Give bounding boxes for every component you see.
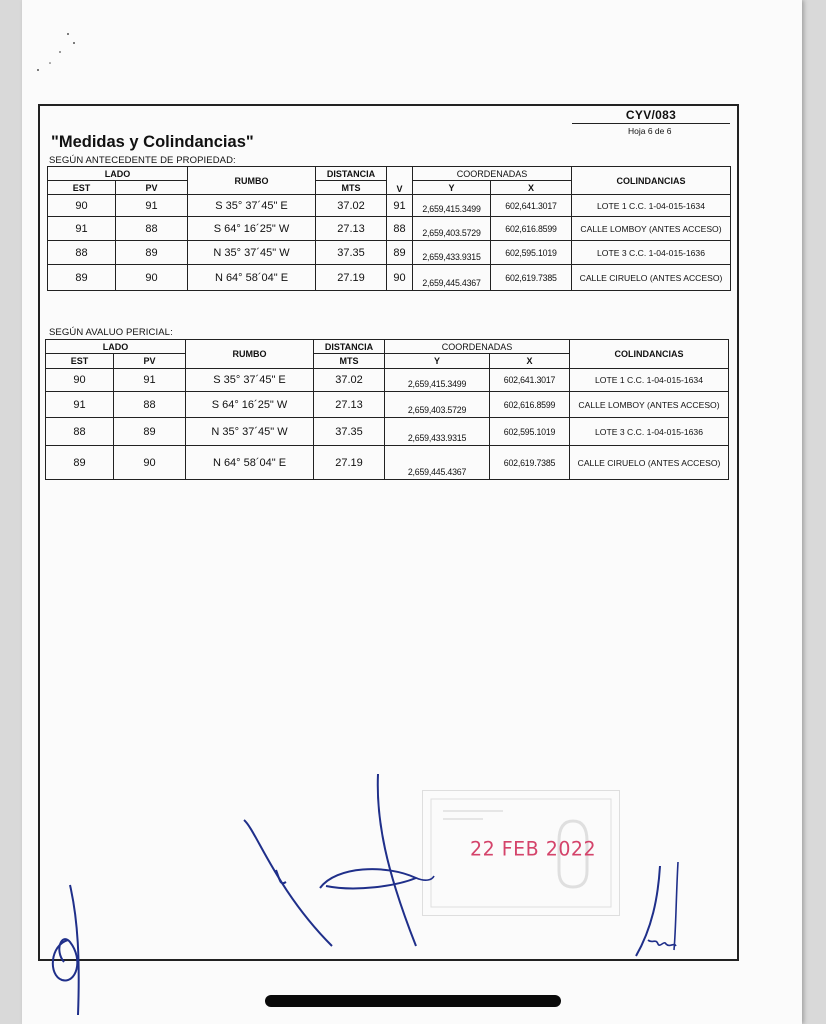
cell-y: 2,659,415.3499 <box>385 369 490 392</box>
signature-center <box>236 770 436 960</box>
table-avaluo <box>45 339 729 480</box>
cell-x: 602,641.3017 <box>490 369 570 392</box>
cell-y: 2,659,415.3499 <box>413 195 491 217</box>
cell-distancia: 27.19 <box>314 446 385 480</box>
cell-colindancia: CALLE CIRUELO (ANTES ACCESO) <box>572 265 731 291</box>
cell-pv: 89 <box>114 418 186 446</box>
cell-est: 91 <box>46 392 114 418</box>
cell-colindancia: CALLE LOMBOY (ANTES ACCESO) <box>572 217 731 241</box>
home-indicator[interactable] <box>265 995 561 1007</box>
cell-distancia: 27.19 <box>316 265 387 291</box>
cell-pv: 90 <box>114 446 186 480</box>
cell-colindancia: LOTE 3 C.C. 1-04-015-1636 <box>570 418 729 446</box>
header-rumbo: RUMBO <box>186 340 314 369</box>
header-coordenadas: COORDENADAS <box>413 167 572 181</box>
table-row <box>48 241 731 265</box>
cell-rumbo: N 64° 58´04" E <box>186 446 314 480</box>
cell-x: 602,595.1019 <box>490 418 570 446</box>
table-row <box>48 265 731 291</box>
header-est: EST <box>48 181 116 195</box>
table-row <box>46 392 729 418</box>
table-row <box>48 217 731 241</box>
header-distancia: DISTANCIA <box>314 340 385 354</box>
cell-v: 88 <box>387 217 413 241</box>
cell-x: 602,641.3017 <box>491 195 572 217</box>
cell-rumbo: N 35° 37´45" W <box>188 241 316 265</box>
header-y: Y <box>413 181 491 195</box>
header-lado: LADO <box>46 340 186 354</box>
cell-pv: 91 <box>116 195 188 217</box>
cell-est: 89 <box>46 446 114 480</box>
table-row <box>46 418 729 446</box>
cell-distancia: 27.13 <box>314 392 385 418</box>
header-est: EST <box>46 354 114 369</box>
cell-v: 91 <box>387 195 413 217</box>
paper-specks <box>30 30 90 80</box>
header-v: V <box>387 167 413 195</box>
caption-avaluo: SEGÚN AVALUO PERICIAL: <box>49 327 173 338</box>
cell-colindancia: LOTE 1 C.C. 1-04-015-1634 <box>570 369 729 392</box>
cell-rumbo: S 35° 37´45" E <box>188 195 316 217</box>
cell-rumbo: S 64° 16´25" W <box>188 217 316 241</box>
cell-colindancia: LOTE 3 C.C. 1-04-015-1636 <box>572 241 731 265</box>
cell-est: 88 <box>46 418 114 446</box>
header-colindancias: COLINDANCIAS <box>570 340 729 369</box>
cell-colindancia: CALLE LOMBOY (ANTES ACCESO) <box>570 392 729 418</box>
page-title: "Medidas y Colindancias" <box>51 133 254 151</box>
cell-x: 602,616.8599 <box>491 217 572 241</box>
cell-x: 602,616.8599 <box>490 392 570 418</box>
cell-distancia: 37.02 <box>316 195 387 217</box>
header-rumbo: RUMBO <box>188 167 316 195</box>
header-colindancias: COLINDANCIAS <box>572 167 731 195</box>
header-y: Y <box>385 354 490 369</box>
cell-colindancia: LOTE 1 C.C. 1-04-015-1634 <box>572 195 731 217</box>
cell-y: 2,659,403.5729 <box>413 217 491 241</box>
header-x: X <box>491 181 572 195</box>
stamp-date: 22 FEB 2022 <box>470 837 597 861</box>
cell-pv: 88 <box>114 392 186 418</box>
signature-left <box>40 880 100 1020</box>
cell-est: 88 <box>48 241 116 265</box>
cell-distancia: 37.35 <box>316 241 387 265</box>
header-lado: LADO <box>48 167 188 181</box>
header-pv: PV <box>116 181 188 195</box>
cell-est: 90 <box>46 369 114 392</box>
cell-pv: 91 <box>114 369 186 392</box>
table-row <box>46 369 729 392</box>
header-mts: MTS <box>314 354 385 369</box>
cell-pv: 90 <box>116 265 188 291</box>
cell-distancia: 37.35 <box>314 418 385 446</box>
cell-est: 91 <box>48 217 116 241</box>
header-pv: PV <box>114 354 186 369</box>
sheet-number: Hoja 6 de 6 <box>628 126 672 136</box>
cell-est: 89 <box>48 265 116 291</box>
table-propiedad <box>47 166 731 291</box>
cell-distancia: 27.13 <box>316 217 387 241</box>
cell-y: 2,659,445.4367 <box>385 446 490 480</box>
table-row <box>46 446 729 480</box>
cell-rumbo: N 35° 37´45" W <box>186 418 314 446</box>
cell-est: 90 <box>48 195 116 217</box>
header-mts: MTS <box>316 181 387 195</box>
cell-pv: 89 <box>116 241 188 265</box>
cell-v: 89 <box>387 241 413 265</box>
cell-y: 2,659,433.9315 <box>413 241 491 265</box>
cell-x: 602,619.7385 <box>491 265 572 291</box>
header-x: X <box>490 354 570 369</box>
cell-rumbo: S 64° 16´25" W <box>186 392 314 418</box>
cell-colindancia: CALLE CIRUELO (ANTES ACCESO) <box>570 446 729 480</box>
cell-v: 90 <box>387 265 413 291</box>
cell-y: 2,659,403.5729 <box>385 392 490 418</box>
cell-pv: 88 <box>116 217 188 241</box>
cell-y: 2,659,433.9315 <box>385 418 490 446</box>
cell-y: 2,659,445.4367 <box>413 265 491 291</box>
signature-right <box>630 858 690 962</box>
cell-x: 602,619.7385 <box>490 446 570 480</box>
cell-distancia: 37.02 <box>314 369 385 392</box>
cell-rumbo: N 64° 58´04" E <box>188 265 316 291</box>
cell-x: 602,595.1019 <box>491 241 572 265</box>
cell-rumbo: S 35° 37´45" E <box>186 369 314 392</box>
document-code: CYV/083 <box>572 108 730 124</box>
table-row <box>48 195 731 217</box>
document-reference <box>572 108 730 136</box>
caption-propiedad: SEGÚN ANTECEDENTE DE PROPIEDAD: <box>49 155 236 166</box>
header-distancia: DISTANCIA <box>316 167 387 181</box>
header-coordenadas: COORDENADAS <box>385 340 570 354</box>
